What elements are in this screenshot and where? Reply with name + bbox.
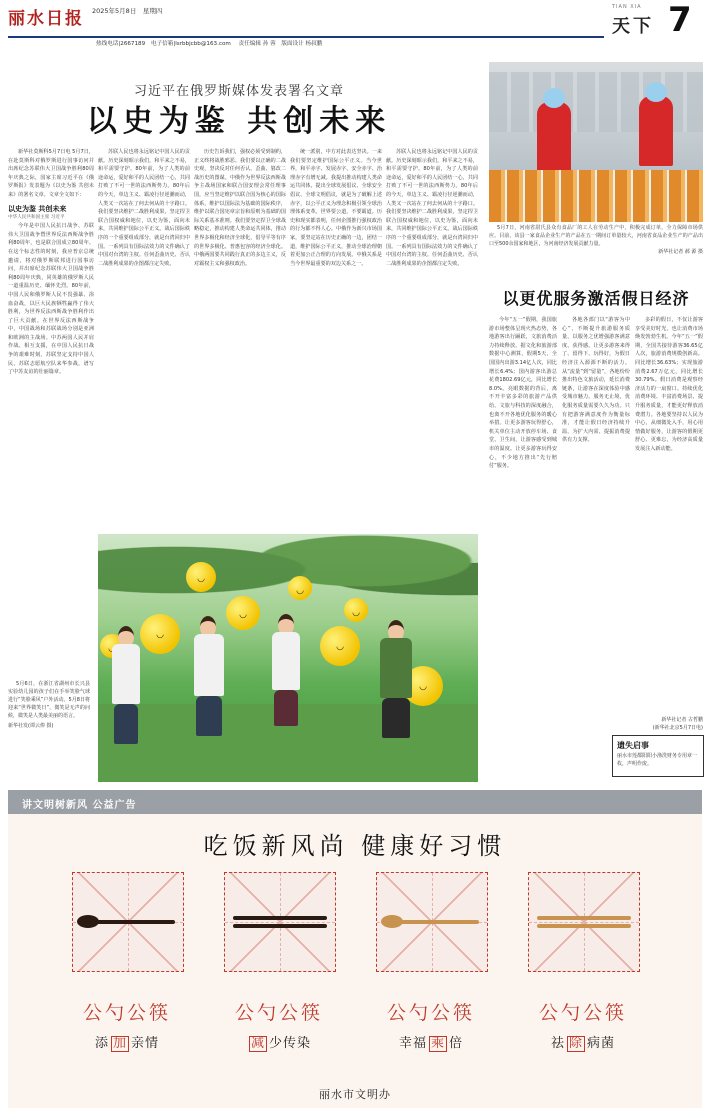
kids-photo bbox=[98, 534, 478, 782]
ad-headline: 吃饭新风尚 健康好习惯 bbox=[203, 832, 507, 860]
ad-slogan: 公勺公筷 bbox=[82, 1002, 171, 1024]
ad-slogan: 公勺公筷 bbox=[386, 1002, 475, 1024]
lead-column-1 bbox=[8, 148, 94, 528]
lead-body-2: 苏联人民也将永远铭记中国人民的贡献。历史深刻昭示我们，和平来之不易，和平需要守护。80年前，为了人类的前途命运，爱好和平的人民团结一心，共同打败了不可一世的法西斯势力。80年后的今天，单边主义、霸凌行径逆潮而动，人类又一次站在了何去何从的十字路口。我们要坚决维护二战胜利成果，坚定捍卫联合国权威和地位，以史为鉴，面向未来，共同维护国际公平正义。战后国际秩序的一个重要组成部分，就是台湾回归中国。一系列具有国际法效力的文件确认了中国对台湾的主权。任何歪曲历史、否认二战胜利成果的企图都注定失败。 bbox=[98, 149, 190, 267]
notice-body: 丽水市莲都阳阳小渔洗财务专用章一枚，声明作废。 bbox=[617, 753, 698, 767]
lead-subhead: 以史为鉴 共创未来 bbox=[8, 204, 67, 213]
ad-slogan: 公勺公筷 bbox=[538, 1002, 627, 1024]
ad-tagline-4: 祛 除 病菌 bbox=[550, 1036, 616, 1051]
factory-photo-caption: 5月7日，河南省尉氏县众有食品厂的工人在劳动生产中，积极完成订单，全力保障市场供应。目前，该县一家食品企业生产的产品在五一期间订单量较大，河南省食品企业生产的产品出口至500余国家和地区，为河南经济发展贡献力量。 bbox=[489, 225, 703, 247]
lead-intro: 新华社莫斯科5月7日电 5月7日，在赴莫斯科对俄罗斯进行国事访问并出席纪念苏联伟大卫国战争胜利80周年庆典之际，国家主席习近平在《俄罗斯报》发表题为《以史为鉴 共创未来》的署名文章。文章全文如下： bbox=[8, 149, 94, 198]
smiley-balloon bbox=[320, 626, 360, 666]
masthead-rule bbox=[8, 36, 604, 38]
spoon-handle bbox=[95, 920, 175, 924]
lost-notice bbox=[612, 735, 704, 777]
spoon-chopsticks-illustration bbox=[376, 872, 488, 972]
lead-byline: 中华人民共和国主席 习近平 bbox=[8, 214, 65, 220]
masthead-info bbox=[96, 39, 322, 47]
right-headline: 以更优服务激活假日经济 bbox=[502, 289, 690, 308]
lead-body-4: 统一派别，中方对此表达坚决。一来我们要坚定维护国际公平正义。当今世界，和平赤字、发展赤字、安全赤字、治理赤字有增无减。我提出推动构建人类命运共同体，提出全球发展倡议、全球安全倡议、全球文明倡议，就是为了破解上述赤字，以公平正义为理念积极引领全球治理体系变革。世界要公道，不要霸道。历史和现实都表明，任何企图推行强权政治的行为都不得人心。中俄作为新兴市场国家，要坚定站在历史正确的一边，团结一道，维护国际公平正义，推动全球治理朝着更加公正合理的方向发展。中俄关系是当今世界最重要的双边关系之一。 bbox=[290, 149, 382, 267]
worker bbox=[639, 96, 673, 166]
spoon-chopsticks-illustration bbox=[72, 872, 184, 972]
lead-headline: 以史为鉴 共创未来 bbox=[86, 104, 392, 139]
section-name: 天下 bbox=[612, 16, 654, 37]
ad-tagline-1: 添 加 亲情 bbox=[94, 1036, 160, 1051]
right-column-2 bbox=[562, 316, 630, 774]
child-legs bbox=[196, 696, 222, 736]
right-body-2: 各地各部门以“游客为中心”，不断提升旅游服务质量，以服务之优增强游客满意度、获得感。让更多游客来得了、留得下、玩得好，为假日经济注入源源不断的活力。从“流量”到“留量”，各地纷纷推出特色文旅活动，延长消费链条，让游客在深度体验中感受城市魅力。服务无止境，优化服务质量需要久久为功。只有把游客满意度作为衡量标准，才能让假日经济持续升温，为扩大内需、提振消费提供有力支撑。 bbox=[562, 317, 630, 444]
masthead bbox=[0, 0, 708, 48]
smiley-balloon bbox=[344, 598, 368, 622]
child bbox=[112, 644, 140, 704]
right-column-1 bbox=[489, 316, 557, 774]
worker bbox=[537, 102, 571, 172]
child-legs bbox=[274, 690, 298, 726]
ad-tagline-2: 减 少传染 bbox=[250, 1036, 312, 1051]
smiley-balloon bbox=[140, 614, 180, 654]
spoon-handle bbox=[399, 920, 479, 924]
right-body-1: 今年“五一”假期，我国旅游市场整体呈现火热态势，各地游客出行踊跃，文旅消费活力持续释放。据文化和旅游部数据中心测算，假期5天，全国国内出游3.14亿人次，同比增长6.4%；国内游客出游总花费1802.69亿元，同比增长8.0%。亮眼数据的背后，离不开丰富多彩的旅游产品供给、文旅与科技的深度融合，也离不开各地优化服务的暖心举措。让更多游客玩得舒心，机关单位主动开放停车场、食堂、卫生间，让游客感受到城市的温度。让更多游客玩得安心，不少地方推出“先行赔付”服务。 bbox=[489, 317, 557, 470]
right-byline-author: 新华社记者 古哲鹏 bbox=[661, 717, 703, 723]
email: 电子信箱|lsrbbjcbb@163.com bbox=[150, 41, 231, 47]
ad-tagline-3: 幸福 乘 倍 bbox=[398, 1036, 464, 1051]
kids-photo-caption: 5月6日，在浙江省湖州市长兴县实验幼儿园的孩子们在手举笑脸气球进行“笑脸乘风”户外活动。5月8日将迎来“世界微笑日”，微笑是无声的问候，微笑是人类最美丽的语言。 bbox=[8, 681, 90, 719]
chopsticks-icon bbox=[537, 916, 631, 920]
production-table bbox=[489, 170, 703, 222]
lead-column-3 bbox=[194, 148, 286, 528]
lead-body-3: 历史告诉我们，强权必须受到制约，正义终将战胜邪恶。我们要以正确的二战史观，坚决反对任何否认、歪曲、篡改二战历史的图谋。中俄作为世界反法西斯战争主战场国家和联合国安理会常任理事国，应当坚定维护以联合国为核心的国际体系，维护以国际法为基础的国际秩序，维护以联合国宪章宗旨和原则为基础的国际关系基本准则。我们要坚定捍卫全球战略稳定，推动构建人类命运共同体，推动世界多极化和经济全球化，倡导平等有序的世界多极化、普惠包容的经济全球化。中俄两国要共同践行真正的多边主义，反对霸权主义和强权政治。 bbox=[194, 149, 286, 267]
lead-body-1: 今年是中国人民抗日战争、苏联伟大卫国战争暨世界反法西斯战争胜利80周年，也是联合国成立80周年。在这个标志性的时刻，我应普京总统邀请，将对俄罗斯联邦进行国事访问，并出席纪念苏联伟大卫国战争胜利80周年庆典，同英雄的俄罗斯人民一道重温历史、缅怀先烈。80年前，中国人民和俄罗斯人民不畏强暴、浴血奋战，以巨大民族牺牲赢得了伟大胜利，为世界反法西斯战争胜利作出了巨大贡献。在世界反法西斯战争中，中国战场和苏联战场分别是亚洲和欧洲的主战场。中苏两国人民并肩作战、相互支援，在中国人民抗日战争的艰难时刻，苏联坚定支持中国人民，苏联志愿航空队来华参战，谱写了中苏友谊的壮丽篇章。 bbox=[8, 223, 94, 376]
kids-photo-credit: 新华社发(谭云俸 摄) bbox=[8, 723, 54, 729]
smiley-balloon bbox=[226, 596, 260, 630]
factory-photo-credit: 新华社记者 郝 源 摄 bbox=[658, 249, 703, 255]
child-legs bbox=[114, 704, 138, 744]
lead-column-5 bbox=[386, 148, 478, 528]
child-legs bbox=[382, 698, 410, 738]
hotline: 热线电话|2667189 bbox=[96, 41, 146, 47]
smiley-balloon bbox=[186, 562, 216, 592]
ad-sponsor: 丽水市文明办 bbox=[319, 1088, 391, 1101]
lead-column-4 bbox=[290, 148, 382, 528]
newspaper-logo: 丽水日报 bbox=[8, 9, 84, 29]
factory-caption-block bbox=[489, 224, 703, 264]
kids-photo-caption-block bbox=[8, 680, 90, 780]
ad-band-title: 讲文明树新风 公益广告 bbox=[22, 800, 137, 811]
lead-column-2 bbox=[98, 148, 190, 528]
child bbox=[272, 632, 300, 690]
child bbox=[194, 634, 224, 696]
right-byline bbox=[635, 716, 703, 732]
lead-body-5: 苏联人民也将永远铭记中国人民的贡献。历史深刻昭示我们，和平来之不易，和平需要守护。80年前，为了人类的前途命运，爱好和平的人民团结一心，共同打败了不可一世的法西斯势力。80年后的今天，单边主义、霸凌行径逆潮而动，人类又一次站在了何去何从的十字路口。我们要坚决维护二战胜利成果，坚定捍卫联合国权威和地位，以史为鉴，面向未来，共同维护国际公平正义。战后国际秩序的一个重要组成部分，就是台湾回归中国。一系列具有国际法效力的文件确认了中国对台湾的主权。任何歪曲历史、否认二战胜利成果的企图都注定失败。 bbox=[386, 149, 478, 267]
right-dateline: (新华社北京5月7日电) bbox=[652, 725, 703, 731]
editor-credit: 责任编辑 孙 蓉 版面设计 杨叔鹏 bbox=[238, 41, 323, 47]
photo-trees bbox=[98, 534, 478, 624]
lead-kicker: 习近平在俄罗斯媒体发表署名文章 bbox=[133, 84, 344, 99]
factory-photo bbox=[489, 62, 703, 222]
right-body-3: 多彩的假日，不仅让游客享受美好时光，也让消费市场焕发勃勃生机。今年“五一”假期，全国共接待游客36.65亿人次，旅游消费规模创新高。同比增长36.63%；实现旅游消费2.67万亿元，同比增长30.79%。假日消费是观察经济活力的一扇窗口。持续优化消费环境、丰富消费场景、提升服务质量，才能更好释放消费潜力。各地要坚持以人民为中心，从细微处入手，用心用情做好服务，让游客的假期更舒心、更难忘，为经济高质量发展注入新动能。 bbox=[635, 317, 703, 452]
issue-date: 2025年5月8日 星期四 bbox=[92, 7, 163, 15]
page-number: 7 bbox=[668, 0, 692, 40]
child bbox=[380, 638, 412, 698]
spoon-chopsticks-illustration bbox=[224, 872, 336, 972]
section-pinyin: TIAN XIA bbox=[612, 4, 642, 10]
chopsticks-icon bbox=[233, 924, 327, 928]
right-column-3 bbox=[635, 316, 703, 716]
notice-title: 遗失启事 bbox=[617, 741, 649, 750]
spoon-chopsticks-illustration bbox=[528, 872, 640, 972]
chopsticks-icon bbox=[233, 916, 327, 920]
chopsticks-icon bbox=[537, 924, 631, 928]
ad-slogan: 公勺公筷 bbox=[234, 1002, 323, 1024]
smiley-balloon bbox=[288, 576, 312, 600]
